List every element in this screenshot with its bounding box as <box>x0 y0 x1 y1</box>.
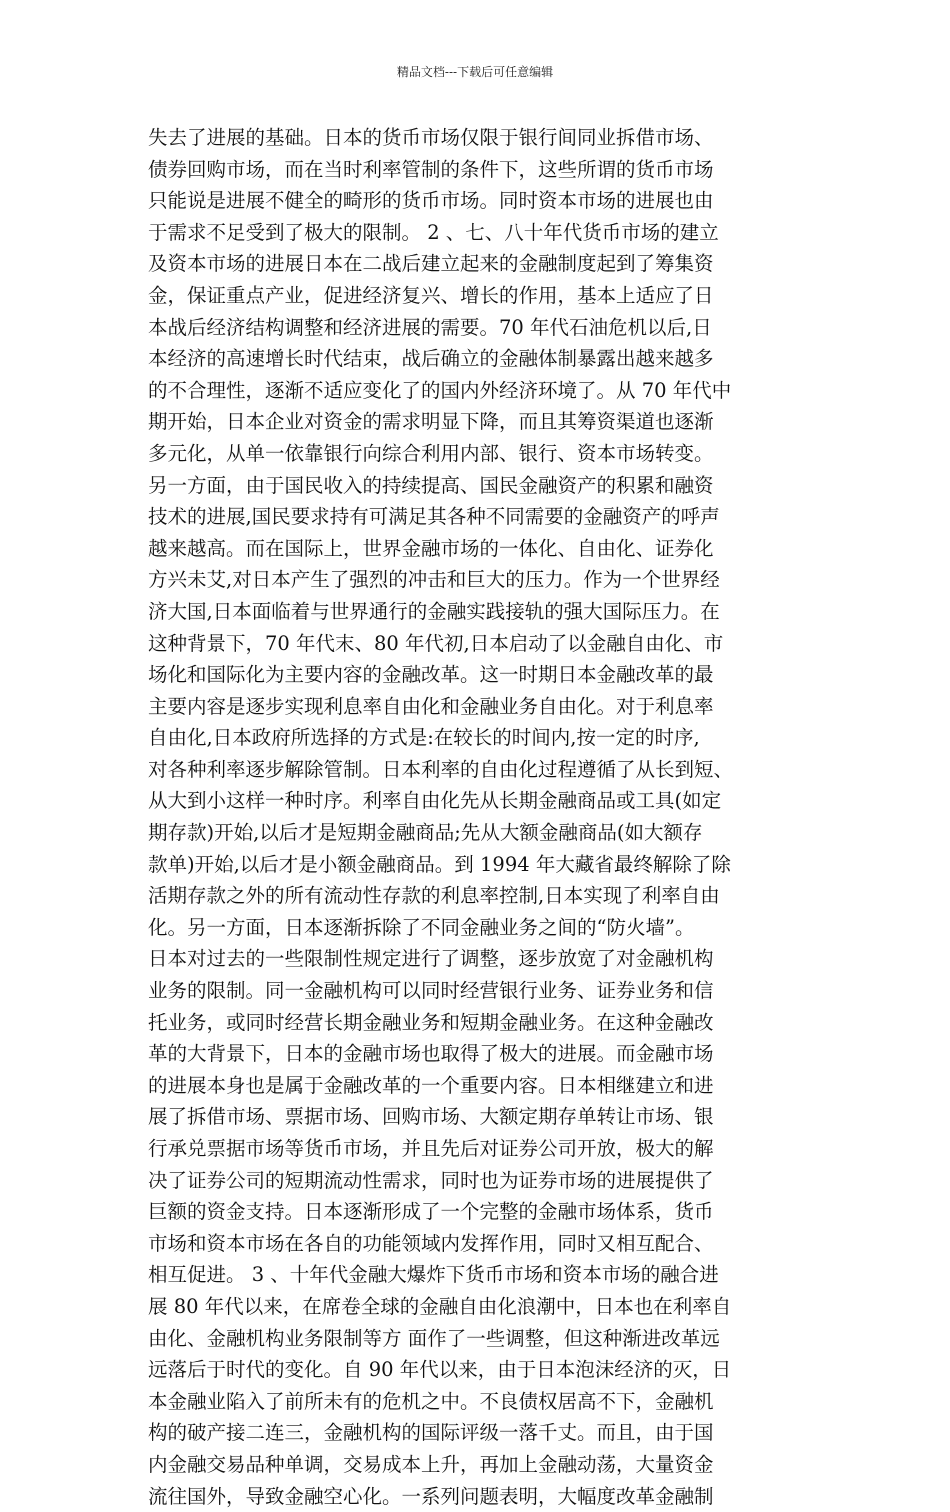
text-line: 技术的进展,国民要求持有可满足其各种不同需要的金融资产的呼声 <box>148 505 720 529</box>
text-line: 市场和资本市场在各自的功能领域内发挥作用，同时又相互配合、 <box>148 1231 714 1255</box>
text-line: 于需求不足受到了极大的限制。 2 、七、八十年代货币市场的建立 <box>148 220 719 244</box>
text-line: 另一方面，由于国民收入的持续提高、国民金融资产的积累和融资 <box>148 473 714 497</box>
text-line: 构的破产接二连三，金融机构的国际评级一落千丈。而且，由于国 <box>148 1421 714 1445</box>
text-line: 业务的限制。同一金融机构可以同时经营银行业务、证券业务和信 <box>148 979 714 1003</box>
body-text <box>148 122 808 1512</box>
text-line: 本战后经济结构调整和经济进展的需要。70 年代石油危机以后,日 <box>148 315 712 339</box>
text-line: 革的大背景下，日本的金融市场也取得了极大的进展。而金融市场 <box>148 1042 714 1066</box>
text-line: 巨额的资金支持。日本逐渐形成了一个完整的金融市场体系，货币 <box>148 1200 714 1224</box>
text-line: 债券回购市场，而在当时利率管制的条件下，这些所谓的货币市场 <box>148 157 714 181</box>
text-line: 越来越高。而在国际上，世界金融市场的一体化、自由化、证券化 <box>148 536 714 560</box>
text-line: 远落后于时代的变化。自 90 年代以来，由于日本泡沫经济的灭，日 <box>148 1358 732 1382</box>
text-line: 这种背景下，70 年代末、80 年代初,日本启动了以金融自由化、市 <box>148 631 724 655</box>
text-line: 的进展本身也是属于金融改革的一个重要内容。日本相继建立和进 <box>148 1073 714 1097</box>
text-line: 多元化，从单一依靠银行向综合利用内部、银行、资本市场转变。 <box>148 441 714 465</box>
text-line: 的不合理性，逐渐不适应变化了的国内外经济环境了。从 70 年代中 <box>148 378 732 402</box>
text-line: 从大到小这样一种时序。利率自由化先从长期金融商品或工具(如定 <box>148 789 722 813</box>
text-line: 场化和国际化为主要内容的金融改革。这一时期日本金融改革的最 <box>148 663 714 687</box>
text-line: 自由化,日本政府所选择的方式是:在较长的时间内,按一定的时序, <box>148 726 700 750</box>
text-line: 本经济的高速增长时代结束，战后确立的金融体制暴露出越来越多 <box>148 347 714 371</box>
text-line: 济大国,日本面临着与世界通行的金融实践接轨的强大国际压力。在 <box>148 599 720 623</box>
text-line: 展了拆借市场、票据市场、回购市场、大额定期存单转让市场、银 <box>148 1105 714 1129</box>
text-line: 展 80 年代以来，在席卷全球的金融自由化浪潮中，日本也在利率自 <box>148 1294 732 1318</box>
text-line: 失去了进展的基础。日本的货币市场仅限于银行间同业拆借市场、 <box>148 126 714 149</box>
text-line: 活期存款之外的所有流动性存款的利息率控制,日本实现了利率自由 <box>148 884 720 908</box>
text-line: 主要内容是逐步实现利息率自由化和金融业务自由化。对于利息率 <box>148 694 714 718</box>
text-line: 金，保证重点产业，促进经济复兴、增长的作用，基本上适应了日 <box>148 283 714 307</box>
page-header: 精品文档---下载后可任意编辑 <box>396 65 554 79</box>
text-line: 日本对过去的一些限制性规定进行了调整，逐步放宽了对金融机构 <box>148 947 714 971</box>
text-line: 流往国外，导致金融空心化。一系列问题表明，大幅度改革金融制 <box>148 1484 714 1508</box>
text-line: 行承兑票据市场等货币市场，并且先后对证券公司开放，极大的解 <box>148 1137 714 1160</box>
text-line: 本金融业陷入了前所未有的危机之中。不良债权居高不下，金融机 <box>148 1389 714 1413</box>
text-line: 对各种利率逐步解除管制。日本利率的自由化过程遵循了从长到短、 <box>148 757 734 781</box>
text-line: 期开始，日本企业对资金的需求明显下降，而且其筹资渠道也逐渐 <box>148 410 714 434</box>
text-line: 决了证券公司的短期流动性需求，同时也为证券市场的进展提供了 <box>148 1168 714 1192</box>
text-line: 相互促进。 3 、十年代金融大爆炸下货币市场和资本市场的融合进 <box>148 1263 719 1287</box>
text-line: 款单)开始,以后才是小额金融商品。到 1994 年大藏省最终解除了除 <box>148 852 731 876</box>
text-line: 由化、金融机构业务限制等方 面作了一些调整，但这种渐进改革远 <box>148 1326 720 1350</box>
text-line: 只能说是进展不健全的畸形的货币市场。同时资本市场的进展也由 <box>148 189 714 213</box>
text-line: 期存款)开始,以后才是短期金融商品;先从大额金融商品(如大额存 <box>148 821 703 845</box>
text-line: 内金融交易品种单调，交易成本上升，再加上金融动荡，大量资金 <box>148 1452 714 1476</box>
text-line: 化。另一方面，日本逐渐拆除了不同金融业务之间的“防火墙”。 <box>148 915 695 939</box>
text-line: 托业务，或同时经营长期金融业务和短期金融业务。在这种金融改 <box>148 1010 714 1034</box>
text-line: 及资本市场的进展日本在二战后建立起来的金融制度起到了筹集资 <box>148 252 714 276</box>
text-line: 方兴未艾,对日本产生了强烈的冲击和巨大的压力。作为一个世界经 <box>148 568 720 592</box>
